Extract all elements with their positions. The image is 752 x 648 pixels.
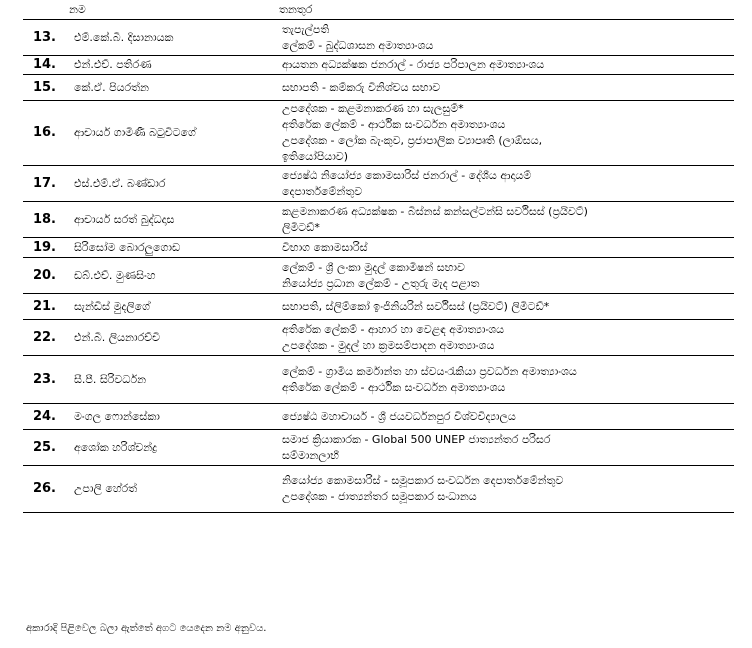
position-line: ලේකම් - ග්‍රාමීය කර්මාන්ත හා ස්වයංරැකියා ප්‍රවර්ධන අමාත්‍යාංශය <box>282 364 577 378</box>
row-number: 18. <box>23 202 66 238</box>
official-name: සිරිසෝම බොරලුගොඩ <box>66 238 276 258</box>
officials-table <box>23 0 734 513</box>
row-number: 23. <box>23 356 66 404</box>
official-name: උපාලි හේරත් <box>66 466 276 513</box>
official-positions <box>276 56 734 75</box>
row-number: 17. <box>23 166 66 202</box>
position-line: උපදේශක - ජාත්‍යන්තර සමූපකාර සංධානය <box>282 490 477 503</box>
row-number: 26. <box>23 466 66 513</box>
footnote: අකාරාදි පිළිවෙල බලා ඇත්තේ අගට යෙදෙන නම අනුවය. <box>26 623 267 634</box>
table-row <box>23 294 734 320</box>
position-line: නියෝජ්‍ය කොමසාරිස් - සමූපකාර සංවර්ධන දෙපාර්තමේන්තුව <box>282 474 564 487</box>
row-number: 22. <box>23 320 66 356</box>
official-positions <box>276 430 734 466</box>
official-name: එම්.කේ.බී. දිසානායක <box>66 20 276 56</box>
official-name: එන්.එච්. පතිරණ <box>66 56 276 75</box>
table-row <box>23 404 734 430</box>
position-line: ලේකම් - බුද්ධශාසන අමාත්‍යාංශය <box>282 38 434 52</box>
table-row <box>23 20 734 56</box>
position-line: දෙපාර්තමේන්තුව <box>282 184 363 198</box>
position-line: උපදේශක - කළමනාකරණ හා සැලසුම්* <box>282 102 464 115</box>
row-number: 16. <box>23 101 66 166</box>
official-name: එන්.බී. ලියනාරච්චි <box>66 320 276 356</box>
position-line: ජ්‍යෙෂ්ඨ නියෝජ්‍ය කොමසාරිස් ජනරාල් - දේශීය ආදායම් <box>282 168 532 182</box>
position-line: අතිරේක ලේකම් - ආර්ථික සංවර්ධන අමාත්‍යාංශය <box>282 118 506 131</box>
row-number: 13. <box>23 20 66 56</box>
official-name: ආචාර්ය ගාමිණී බටුවිටගේ <box>66 101 276 166</box>
position-line: ලේකම් - ශ්‍රී ලංකා මුදල් කොමිෂන් සභාව <box>282 260 465 274</box>
official-positions <box>276 101 734 166</box>
table-row <box>23 466 734 513</box>
official-positions <box>276 166 734 202</box>
position-line: ආයතන අධ්‍යක්ෂක ජනරාල් - රාජ්‍ය පරිපාලන අමාත්‍යාංශය <box>282 58 545 71</box>
official-positions <box>276 202 734 238</box>
official-name: අශෝක හරිශ්චන්ද්‍ර <box>66 430 276 466</box>
row-number: 14. <box>23 56 66 75</box>
header-position: තනතුර <box>276 0 734 20</box>
position-line: සභාපති - කම්කරු විනිශ්චය සභාව <box>282 80 441 94</box>
position-line: තැපැල්පති <box>282 22 330 36</box>
position-line: සභාපති, ස්ලිම්කෝ ඉංජිනියරින් සර්විසස් (ප්‍රයිවට්) ලිමිටඩ්* <box>282 299 550 313</box>
official-positions <box>276 466 734 513</box>
position-line: නියෝජ්‍ය ප්‍රධාන ලේකම් - උතුරු මැද පළාත <box>282 276 480 290</box>
table-row <box>23 75 734 101</box>
row-number: 20. <box>23 258 66 294</box>
official-name: මංගල ෆොන්සේකා <box>66 404 276 430</box>
table-row <box>23 258 734 294</box>
official-positions <box>276 294 734 320</box>
official-name: කේ.ඒ. පියරත්න <box>66 75 276 101</box>
official-name: ඩබ්.එච්. මුණසිංහ <box>66 258 276 294</box>
table-row <box>23 430 734 466</box>
official-positions <box>276 75 734 101</box>
table-row <box>23 320 734 356</box>
official-positions <box>276 404 734 430</box>
table-row <box>23 56 734 75</box>
official-positions <box>276 258 734 294</box>
official-name: සැන්ඩිස් මුදලිගේ <box>66 294 276 320</box>
position-line: අතිරේක ලේකම් - ආර්ථික සංවර්ධන අමාත්‍යාංශය <box>282 380 506 394</box>
position-line: සම්මානලාභී <box>282 448 339 462</box>
row-number: 21. <box>23 294 66 320</box>
table-row <box>23 356 734 404</box>
position-line: විභාග කොමසාරිස් <box>282 240 368 254</box>
position-line: සමාජ ක්‍රියාකාරක - Global 500 UNEP ජාත්‍යන්තර පරිසර <box>282 432 551 446</box>
row-number: 24. <box>23 404 66 430</box>
header-number <box>23 0 66 20</box>
table-row <box>23 166 734 202</box>
table-row <box>23 238 734 258</box>
position-line: ලිමිටඩ්* <box>282 220 320 234</box>
position-line: උපදේශක - මුදල් හා ක්‍රමසම්පාදන අමාත්‍යාංශය <box>282 338 495 352</box>
table-header-row <box>23 0 734 20</box>
position-line: කළමනාකරණ අධ්‍යක්ෂක - බිස්නස් කන්සල්ටන්සි සර්විසස් (ප්‍රයිවට්) <box>282 204 588 218</box>
official-name: ආචාර්ය සරත් බුද්ධදාස <box>66 202 276 238</box>
header-name: නම <box>66 0 276 20</box>
position-line: ඉතියෝපියාව) <box>282 150 349 163</box>
position-line: උපදේශක - ලෝක බැංකුව, ප්‍රජාපාලික ව්‍යාපෘති (ලාඕසය, <box>282 134 543 147</box>
row-number: 15. <box>23 75 66 101</box>
table-row <box>23 202 734 238</box>
row-number: 19. <box>23 238 66 258</box>
position-line: අතිරේක ලේකම් - ආහාර හා වෙළඳ අමාත්‍යාංශය <box>282 322 505 336</box>
official-name: එස්.එම්.ඒ. බණ්ඩාර <box>66 166 276 202</box>
official-positions <box>276 356 734 404</box>
official-name: සී.පී. සිරිවර්ධන <box>66 356 276 404</box>
official-positions <box>276 20 734 56</box>
official-positions <box>276 320 734 356</box>
row-number: 25. <box>23 430 66 466</box>
position-line: ජ්‍යෙෂ්ඨ මහාචාර්ය - ශ්‍රී ජයවර්ධනපුර විශ්වවිද්‍යාලය <box>282 409 516 423</box>
table-row <box>23 101 734 166</box>
official-positions <box>276 238 734 258</box>
